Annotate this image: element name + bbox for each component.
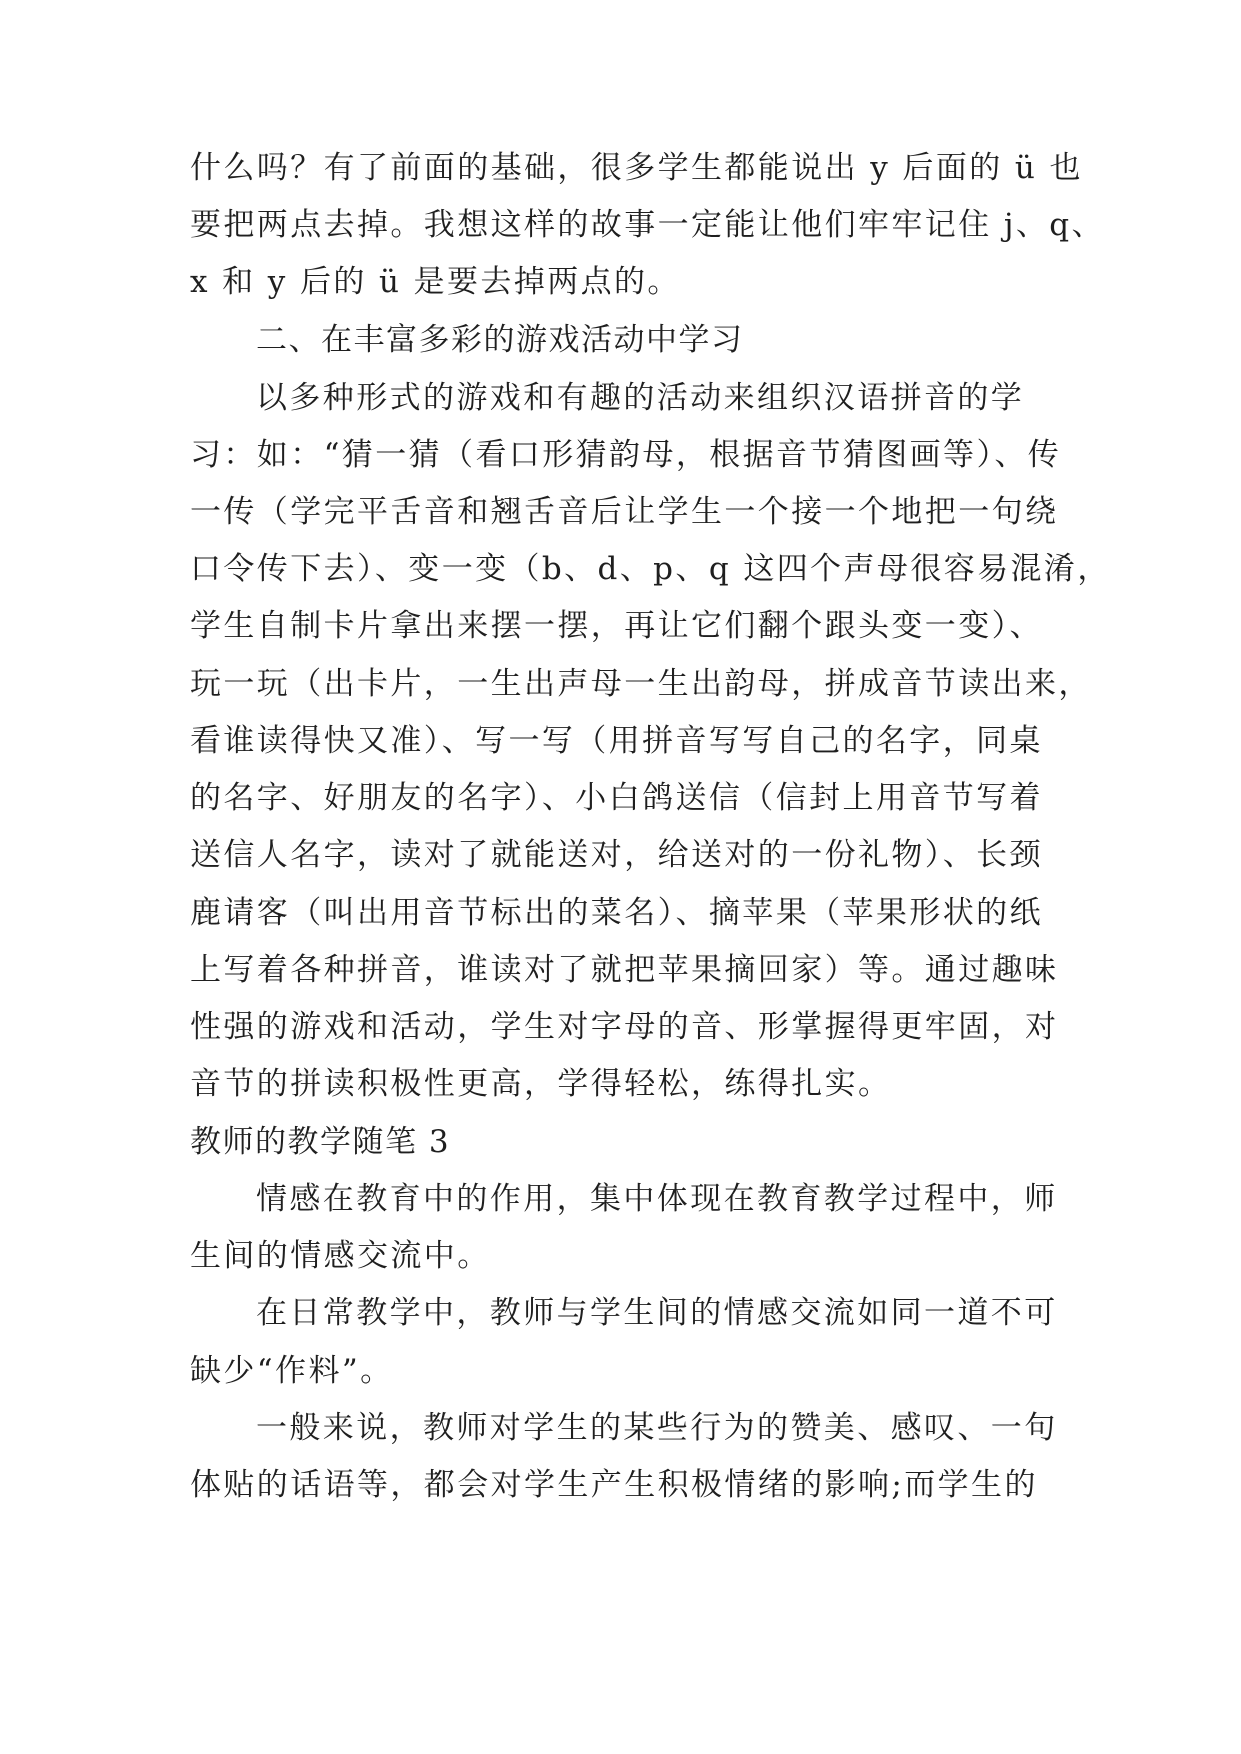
paragraph-line: 性强的游戏和活动，学生对字母的音、形掌握得更牢固，对 [190,1009,1059,1045]
paragraph-line: 的名字、好朋友的名字）、小白鸽送信（信封上用音节写着 [190,780,1043,816]
paragraph-line: 以多种形式的游戏和有趣的活动来组织汉语拼音的学 [256,380,1025,416]
paragraph-line: 生间的情感交流中。 [190,1238,491,1274]
paragraph-line: 在日常教学中，教师与学生间的情感交流如同一道不可 [256,1295,1058,1331]
paragraph-line: 要把两点去掉。我想这样的故事一定能让他们牢牢记住 j、q、 [190,207,1105,243]
paragraph-line: 习：如：“猜一猜（看口形猜韵母，根据音节猜图画等）、传 [190,437,1062,473]
paragraph-line: 送信人名字，读对了就能送对，给送对的一份礼物）、长颈 [190,837,1043,873]
paragraph-line: 体贴的话语等，都会对学生产生积极情绪的影响;而学生的 [190,1467,1038,1503]
paragraph-line: 上写着各种拼音，谁读对了就把苹果摘回家）等。通过趣味 [190,952,1059,988]
paragraph-line: 情感在教育中的作用，集中体现在教育教学过程中，师 [256,1181,1058,1217]
paragraph-line: 一般来说，教师对学生的某些行为的赞美、感叹、一句 [256,1410,1058,1446]
paragraph-line: x 和 y 后的 ü 是要去掉两点的。 [190,264,681,300]
paragraph-line: 口令传下去）、变一变（b、d、p、q 这四个声母很容易混淆， [190,551,1111,587]
section-heading: 二、在丰富多彩的游戏活动中学习 [256,322,744,358]
paragraph-line: 鹿请客（叫出用音节标出的菜名）、摘苹果（苹果形状的纸 [190,895,1043,931]
section-title: 教师的教学随笔 3 [190,1124,451,1160]
paragraph-line: 玩一玩（出卡片，一生出声母一生出韵母，拼成音节读出来， [190,666,1092,702]
paragraph-line: 一传（学完平舌音和翘舌音后让学生一个接一个地把一句绕 [190,494,1059,530]
paragraph-line: 缺少“作料”。 [190,1353,394,1389]
paragraph-line: 学生自制卡片拿出来摆一摆，再让它们翻个跟头变一变）、 [190,608,1043,644]
paragraph-line: 音节的拼读积极性更高，学得轻松，练得扎实。 [190,1066,892,1102]
paragraph-line: 什么吗？有了前面的基础，很多学生都能说出 y 后面的 ü 也 [190,150,1083,186]
paragraph-line: 看谁读得快又准）、写一写（用拼音写写自己的名字，同桌 [190,723,1043,759]
